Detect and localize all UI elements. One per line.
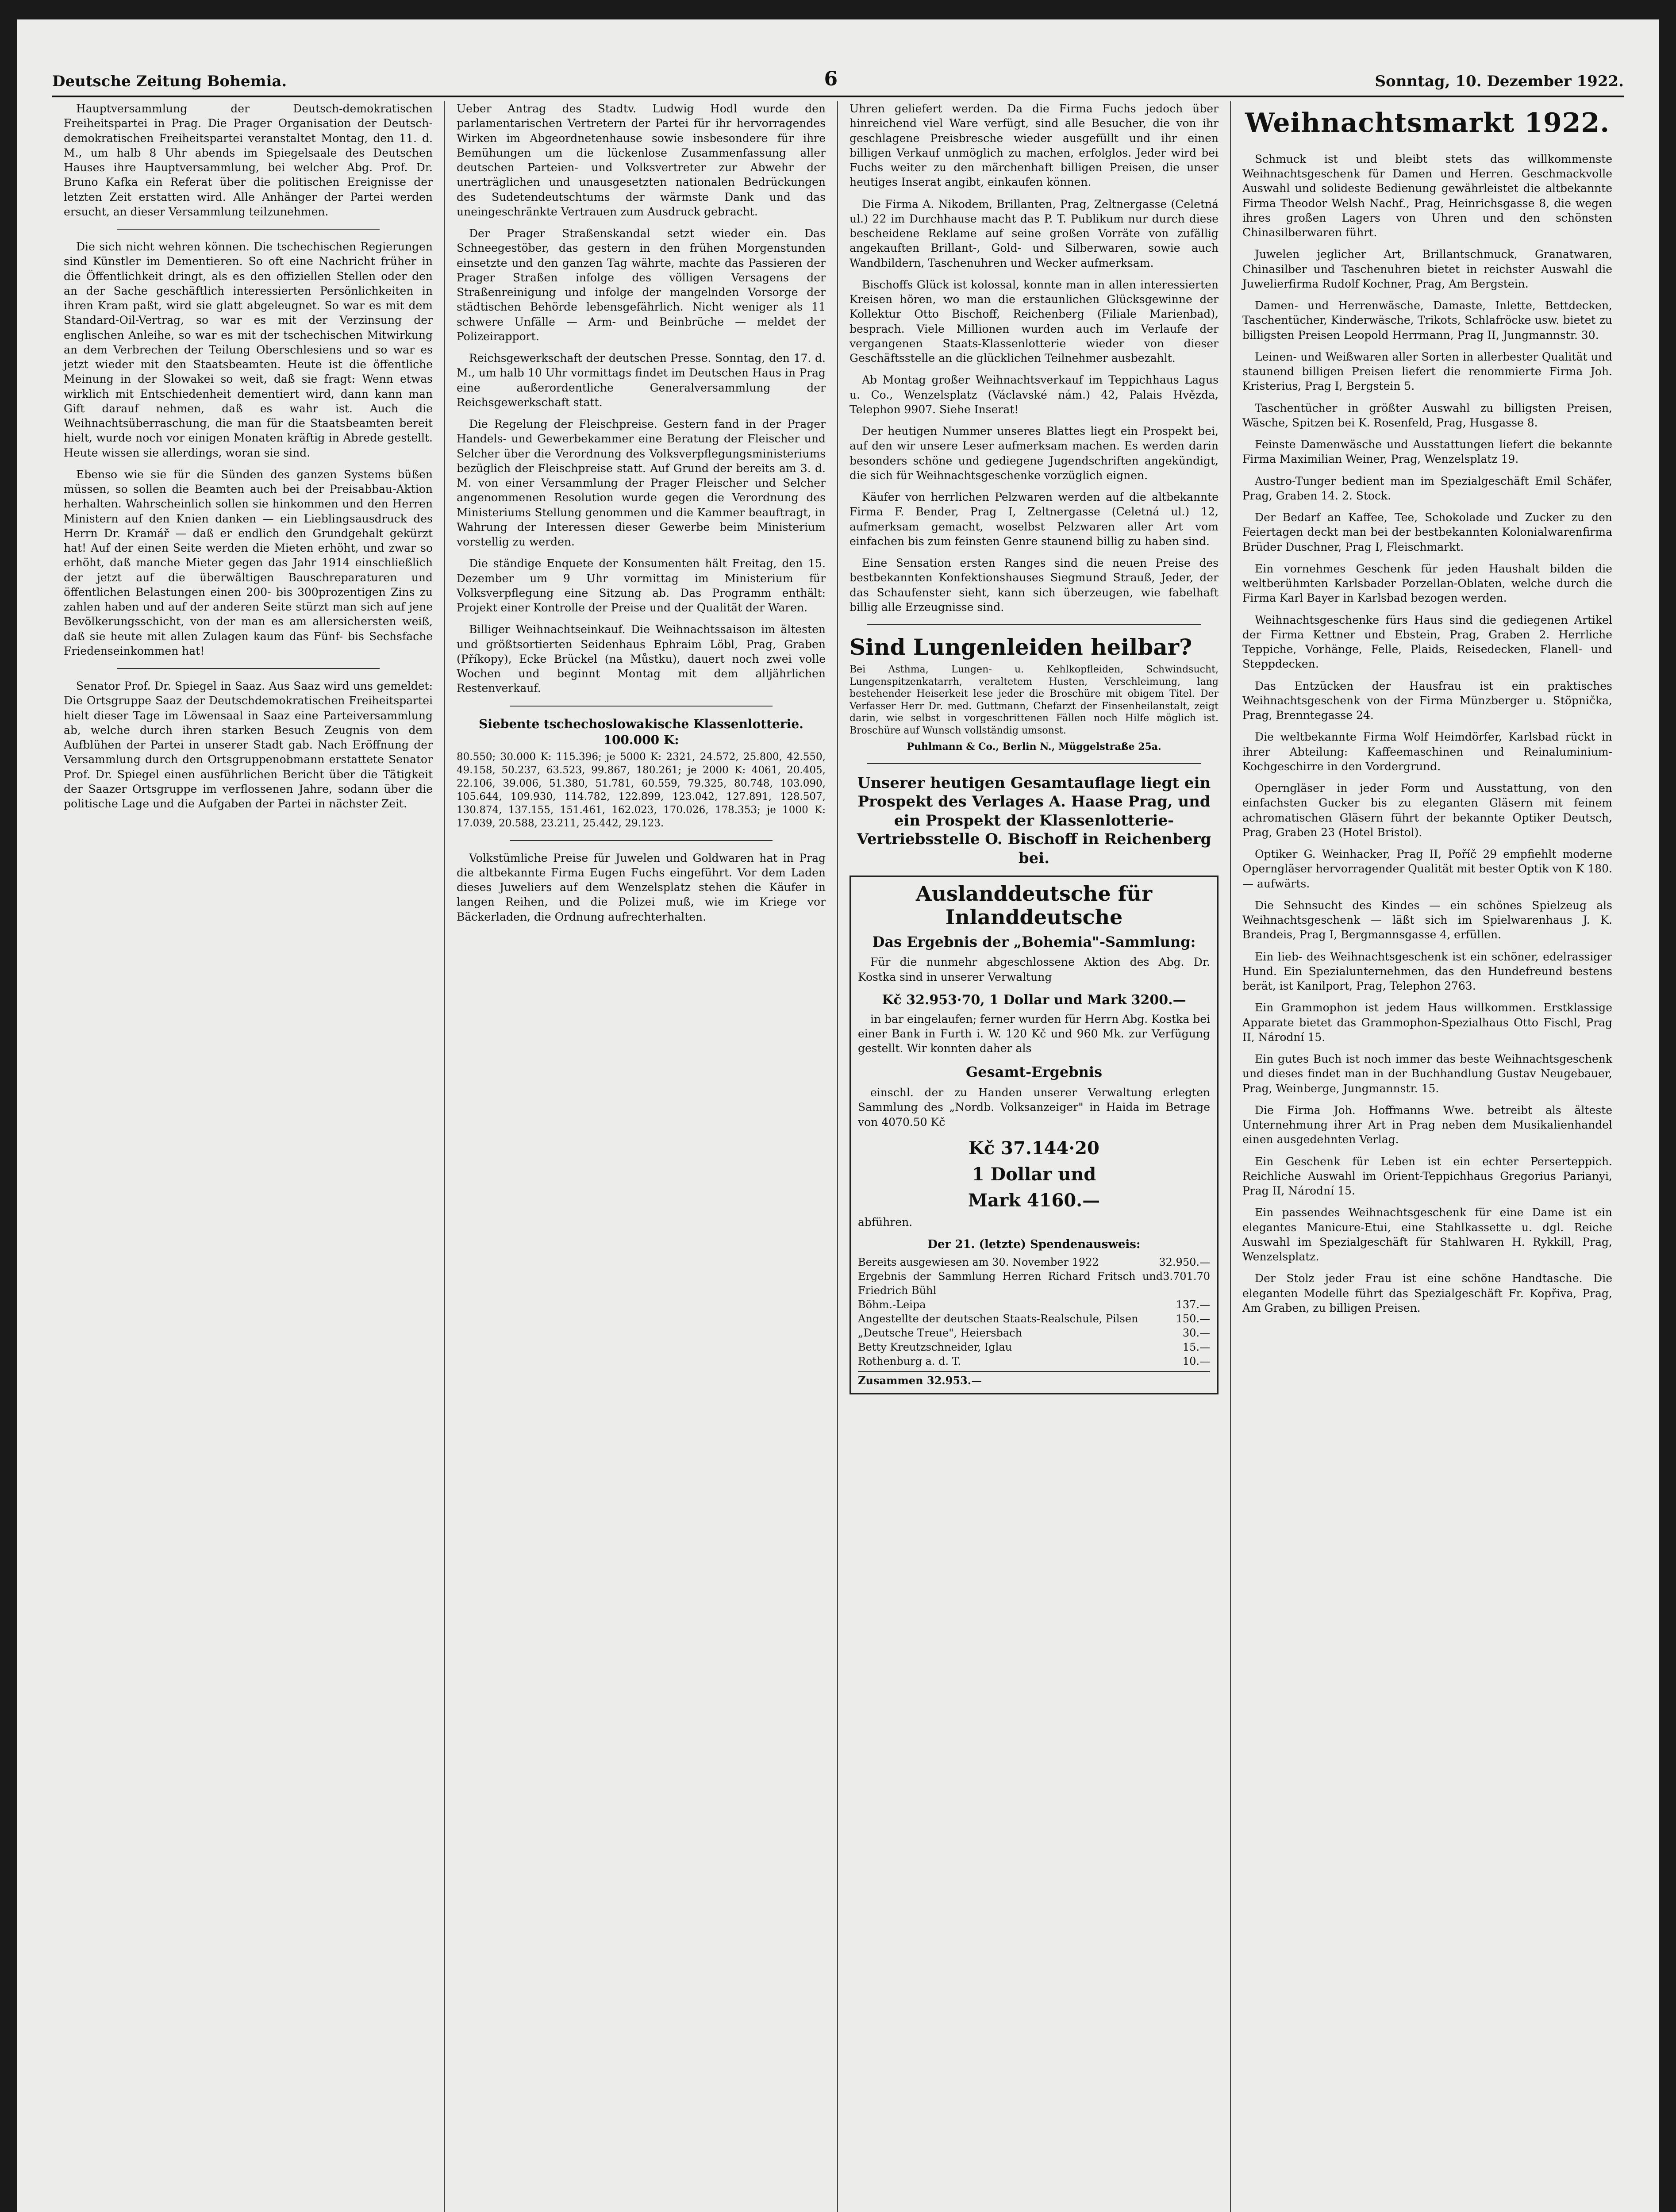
item-teppiche: Weihnachtsgeschenke fürs Haus sind die gediegenen Artikel der Firma Kettner und Ebstein, Prag, Graben 2. Herrliche Teppiche, Vorhänge, Felle, Plaids, Reisedecken, Flanell- und Steppdecken. [1242, 613, 1612, 671]
article-nikodem: Die Firma A. Nikodem, Brillanten, Prag, Zeltnergasse (Celetná ul.) 22 im Durchhause macht das P. T. Publikum nur durch diese bescheidene Reklame auf seine großen Vorräte von zufällig angekauften Brillant-, Gold- und Silberwaren, sowie auch Wandbildern, Taschenuhren und Wecker aufmerksam. [850, 197, 1219, 269]
masthead [52, 50, 1624, 97]
item-kochgeschirr: Die weltbekannte Firma Wolf Heimdörfer, Karlsbad rückt in ihrer Abteilung: Kaffeemaschinen und Reinaluminium-Kochgeschirre in den Vordergrund. [1242, 730, 1612, 773]
article-pelzwaren: Käufer von herrlichen Pelzwaren werden auf die altbekannte Firma F. Bender, Prag I, Zeltnergasse (Celetná ul.) 12, aufmerksam gemacht, woselbst Pelzwaren aller Art vom einfachen bis zum feinsten Genre staunend billig zu haben sind. [850, 491, 1219, 548]
item-kaffee: Der Bedarf an Kaffee, Tee, Schokolade und Zucker zu den Feiertagen deckt man bei der bestbekannten Kolonialwarenfirma Brüder Duschner, Prag I, Fleischmarkt. [1242, 511, 1612, 553]
total-dollar: 1 Dollar und [972, 1164, 1096, 1185]
item-manicure: Ein passendes Weihnachtsgeschenk für eine Dame ist ein elegantes Manicure-Etui, eine Stahlkassette u. dgl. Reiche Auswahl im Spezialgeschäft für Stahlwaren H. Rykkill, Prag, Wenzelsplatz. [1242, 1206, 1612, 1263]
ledger-row: Betty Kreutzschneider, Iglau 15.— [858, 1340, 1210, 1353]
item-handtasche: Der Stolz jeder Frau ist eine schöne Handtasche. Die eleganten Modelle führt das Spezialgeschäft Fr. Kopřiva, Prag, Am Graben, zu billigen Preisen. [1242, 1272, 1612, 1314]
item-hund: Ein lieb- des Weihnachtsgeschenk ist ein schöner, edelrassiger Hund. Ein Spezialunternehmen, das den Hundefreund bestens berät, ist Kanilport, Prag, Telephon 2763. [1242, 950, 1612, 993]
ledger-row: Rothenburg a. d. T. 10.— [858, 1355, 1210, 1367]
item-schmuck: Schmuck ist und bleibt stets das willkommenste Weihnachtsgeschenk für Damen und Herren. Geschmackvolle Auswahl und solideste Bedienung gewährleistet die altbekannte Firma Theodor Welsh Nachf., Prag, Heinrichsgasse 8, die wegen ihres großen Lagers von Uhren und den schönsten Chinasilberwaren führt. [1242, 152, 1612, 239]
article-staatsbeamte: Die sich nicht wehren können. Die tschechischen Regierungen sind Künstler im Dementieren. So oft eine Nachricht früher in die Öffentlichkeit dringt, als es den offiziellen Stellen oder den an der Sache geschäftlich interessierten Persönlichkeiten in ihren Kram paßt, wird sie glatt abgeleugnet. So war es mit dem Standard-Oil-Vertrag, so war es mit der Verzinsung der englischen Anleihe, so war es mit der tschechischen Mitwirkung an dem Verbrechen der Teilung Oberschlesiens und so war es jetzt wieder mit den Staatsbeamten. Heute ist die öffentliche Meinung in der Slowakei so weit, daß sie fragt: Wenn etwas wirklich mit Entschiedenheit dementiert wird, dann kann man Gift darauf nehmen, daß es wahr ist. Auch die Weihnachtsüberraschung, die man für die Staatsbeamten bereit hielt, wurde noch vor einigen Monaten kräftig in Abrede gestellt. Heute wissen sie allerdings, woran sie sind. [64, 240, 433, 459]
newspaper-page [17, 19, 1659, 2212]
item-austro-tunger: Austro-Tunger bedient man im Spezialgeschäft Emil Schäfer, Prag, Graben 14. 2. Stock. [1242, 474, 1612, 502]
divider [117, 229, 380, 230]
ledger-title: Der 21. (letzte) Spendenausweis: [927, 1237, 1141, 1251]
article-lagus: Ab Montag großer Weihnachtsverkauf im Teppichhaus Lagus u. Co., Wenzelsplatz (Václavské nám.) 42, Palais Hvězda, Telephon 9907. Siehe Inserat! [850, 373, 1219, 416]
article-antrag: Ueber Antrag des Stadtv. Ludwig Hodl wurde den parlamentarischen Vertretern der Partei für ihr hervorragendes Wirken im Abgeordnetenhause sowie insbesondere für ihre Bemühungen um die lückenlose Zusammenfassung aller deutschen Parteien- und Volksvertreter zur Abwehr der unerträglichen und unausgesetzten nationalen Bedrückungen des Sudetendeutschtums der wärmste Dank und das uneingeschränkte Vertrauen zum Ausdruck gebracht. [457, 102, 826, 218]
ledger-row: Böhm.-Leipa 137.— [858, 1298, 1210, 1311]
section-title: Weihnachtsmarkt 1922. [1245, 108, 1610, 138]
item-opernglaeser: Operngläser in jeder Form und Ausstattung, von den einfachsten Gucker bis zu eleganten Gläsern mit feinem achromatischen Gläsern führt der bekannte Optiker Deutsch, Prag, Graben 23 (Hotel Bristol). [1242, 782, 1612, 839]
article-spiegel-saaz: Senator Prof. Dr. Spiegel in Saaz. Aus Saaz wird uns gemeldet: Die Ortsgruppe Saaz der Deutschdemokratischen Freiheitspartei hielt dieser Tage im Löwensaal in Saaz eine Parteiversammlung ab, welche durch ihren starken Besuch Zeugnis von dem Aufblühen der Partei in unserer Stadt gab. Nach Eröffnung der Versammlung durch den Ortsgruppenobmann erstattete Senator Prof. Dr. Spiegel einen ausführlichen Bericht über die Tätigkeit der Saazer Ortsgruppe im verflossenen Jahre, sodann über die politische Lage und die Aufgaben der Partei in nächster Zeit. [64, 680, 433, 810]
total-kc: Kč 37.144·20 [969, 1137, 1099, 1159]
collection-text-3: einschl. der zu Handen unserer Verwaltung erlegten Sammlung des „Nordb. Volksanzeiger" in Haida im Betrage von 4070.50 Kč [858, 1086, 1210, 1129]
lottery-results [457, 716, 826, 830]
item-leinen: Leinen- und Weißwaren aller Sorten in allerbester Qualität und staunend billigen Preisen liefert die renommierte Firma Joh. Kristerius, Prag I, Bergstein 5. [1242, 350, 1612, 393]
collection-text: Für die nunmehr abgeschlossene Aktion des Abg. Dr. Kostka sind in unserer Verwaltung [858, 956, 1210, 983]
article-columns [52, 101, 1624, 2212]
item-spielzeug: Die Sehnsucht des Kindes — ein schönes Spielzeug als Weihnachtsgeschenk — läßt sich im Spielwarenhaus J. K. Brandeis, Prag I, Bergmannsgasse 4, erfüllen. [1242, 899, 1612, 941]
collection-subtitle: Das Ergebnis der „Bohemia"-Sammlung: [872, 933, 1196, 950]
item-waesche: Damen- und Herrenwäsche, Damaste, Inlette, Bettdecken, Taschentücher, Kinderwäsche, Trikots, Schlafröcke usw. bietet zu billigsten Preisen Leopold Herrmann, Prag II, Jungmannstr. 30. [1242, 299, 1612, 342]
article-fuchs: Uhren geliefert werden. Da die Firma Fuchs jedoch über hinreichend viel Ware verfügt, sind alle Besucher, die von ihr geschlagene Preisbresche wieder ausgefüllt und ihr einen billigen Verkauf unmöglich zu machen, erfolglos. Jeder wird bei Fuchs weiter zu den märchenhaft billigen Preisen, die unser heutiges Inserat angibt, einkaufen können. [850, 102, 1219, 189]
item-damenwaesche: Feinste Damenwäsche und Ausstattungen liefert die bekannte Firma Maximilian Weiner, Prag, Wenzelsplatz 19. [1242, 438, 1612, 466]
column-3 [838, 101, 1231, 2212]
column-2 [445, 101, 838, 2212]
article-juwelen: Volkstümliche Preise für Juwelen und Goldwaren hat in Prag die altbekannte Firma Eugen Fuchs eingeführt. Vor dem Laden dieses Juweliers auf dem Wenzelsplatz stehen die Käufer in langen Reihen, und die Polizei muß, wie im Kriege vor Bäckerladen, die Ordnung aufrechterhalten. [457, 851, 826, 923]
divider [867, 624, 1201, 625]
article-enquete: Die ständige Enquete der Konsumenten hält Freitag, den 15. Dezember um 9 Uhr vormittag im Ministerium für Volksverpflegung eine Sitzung ab. Das Programm enthält: Projekt einer Kontrolle der Preise und der Qualität der Waren. [457, 557, 826, 614]
collection-outro: abführen. [858, 1216, 913, 1229]
article-weihnachtseinkauf: Billiger Weihnachtseinkauf. Die Weihnachtssaison im ältesten und größtsortierten Seidenhaus Ephraim Löbl, Prag, Graben (Příkopy), Ecke Brückel (na Můstku), dauert noch zwei volle Wochen und beginnt Montag mit dem alljährlichen Restenverkauf. [457, 623, 826, 695]
donation-ledger [858, 1237, 1210, 1388]
article-strassenskandal: Der Prager Straßenskandal setzt wieder ein. Das Schneegestöber, das gestern in den frühen Morgenstunden einsetzte und den ganzen Tag währte, machte das Passieren der Prager Straßen infolge des völligen Versagens der Straßenreinigung und infolge der mangelnden Vorsorge der städtischen Behörde lebensgefährlich. Nicht weniger als 11 schwere Unfälle — Arm- und Beinbrüche — meldet der Polizeirapport. [457, 227, 826, 343]
article-staatsbeamte-cont: Ebenso wie sie für die Sünden des ganzen Systems büßen müssen, so sollen die Beamten auch bei der Preisabbau-Aktion herhalten. Wahrscheinlich sollen sie hinkommen und den Herren Ministern auf den Knien danken — ein Lieblingsausdruck des Herrn Dr. Kramář — daß er endlich den Grundgehalt gekürzt hat! Auf der einen Seite werden die Mieten erhöht, und zwar so erhöht, daß manche Mieter gegen das Jahr 1914 einschließlich der jetzt auf die überwältigen Bauschreparaturen und öffentlichen Belastungen einen 200- bis 300prozentigen Zins zu zahlen haben und auf der anderen Seite stürzt man sich auf jene Bevölkerungsschicht, von der man es am allersichersten weiß, daß sie heute mit allen Zulagen kaum das Fünf- bis Sechsfache Friedenseinkommen hat! [64, 468, 433, 657]
divider [510, 840, 773, 841]
ad-firm: Puhlmann & Co., Berlin N., Müggelstraße 25a. [907, 741, 1161, 753]
article-hauptversammlung: Hauptversammlung der Deutsch-demokratischen Freiheitspartei in Prag. Die Prager Organisation der Deutsch-demokratischen Freiheitspartei veranstaltet Montag, den 11. d. M., um halb 8 Uhr abends im Spiegelsaale des Deutschen Hauses ihre Hauptversammlung, bei welcher Abg. Prof. Dr. Bruno Kafka ein Referat über die politischen Ereignisse der letzten Zeit erstatten wird. Alle Anhänger der Partei werden ersucht, an dieser Versammlung teilzunehmen. [64, 102, 433, 218]
collection-box [850, 876, 1219, 1394]
ad-headline: Sind Lungenleiden heilbar? [850, 634, 1192, 660]
divider [510, 706, 773, 707]
collection-amount: Kč 32.953·70, 1 Dollar und Mark 3200.— [882, 992, 1186, 1008]
column-1 [52, 101, 445, 2212]
article-bischoff: Bischoffs Glück ist kolossal, konnte man in allen interessierten Kreisen hören, wo man die erstaunlichen Glücksgewinne der Kollektur Otto Bischoff, Reichenberg (Filiale Marienbad), besprach. Viele Millionen wurden auch im Verlaufe der vergangenen Staats-Klassenlotterie wieder von dieser Geschäftsstelle an die glücklichen Teilnehmer ausbezahlt. [850, 278, 1219, 365]
article-reichsgewerkschaft: Reichsgewerkschaft der deutschen Presse. Sonntag, den 17. d. M., um halb 10 Uhr vormittags findet im Deutschen Haus in Prag eine außerordentliche Generalversammlung der Reichsgewerkschaft statt. [457, 352, 826, 409]
lottery-numbers: 80.550; 30.000 K: 115.396; je 5000 K: 2321, 24.572, 25.800, 42.550, 49.158, 50.237, 63.523, 99.867, 180.261; je 2000 K: 4061, 20.405, 22.106, 39.006, 51.380, 51.781, 60.559, 79.325, 80.748, 103.090, 105.644, 109.930, 114.782, 122.899, 123.042, 127.891, 128.507, 130.874, 137.155, 151.461, 162.023, 170.026, 178.353; je 1000 K: 17.039, 20.588, 23.211, 25.442, 29.123. [457, 751, 826, 829]
article-sensation: Eine Sensation ersten Ranges sind die neuen Preise des bestbekannten Konfektionshauses Siegmund Strauß, Jeder, der das Schaufenster sieht, kann sich überzeugen, wie fabelhaft billig alle Erzeugnisse sind. [850, 557, 1219, 614]
item-buch: Ein gutes Buch ist noch immer das beste Weihnachtsgeschenk und dieses findet man in der Buchhandlung Gustav Neugebauer, Prag, Weinberge, Jungmannstr. 15. [1242, 1052, 1612, 1095]
item-oblaten: Ein vornehmes Geschenk für jeden Haushalt bilden die weltberühmten Karlsbader Porzellan-Oblaten, welche durch die Firma Karl Bayer in Karlsbad bezogen werden. [1242, 562, 1612, 605]
ledger-row: „Deutsche Treue", Heiersbach 30.— [858, 1326, 1210, 1339]
article-prospekt: Der heutigen Nummer unseres Blattes liegt ein Prospekt bei, auf den wir unsere Leser aufmerksam machen. Es werden darin besonders schöne und gediegene Jugendschriften angekündigt, die sich für Weihnachtsgeschenke vorzüglich eignen. [850, 425, 1219, 482]
collection-result-label: Gesamt-Ergebnis [965, 1064, 1103, 1081]
divider [867, 763, 1201, 764]
ledger-row: Ergebnis der Sammlung Herren Richard Fritsch und Friedrich Bühl 3.701.70 [858, 1270, 1210, 1297]
item-musikverlag: Die Firma Joh. Hoffmanns Wwe. betreibt als älteste Unternehmung ihrer Art in Prag neben dem Musikalienhandel einen ausgedehnten Verlag. [1242, 1103, 1612, 1146]
column-4 [1231, 101, 1624, 2212]
total-mark: Mark 4160.— [968, 1190, 1100, 1211]
item-taschentuecher: Taschentücher in größter Auswahl zu billigsten Preisen, Wäsche, Spitzen bei K. Rosenfeld, Prag, Husgasse 8. [1242, 401, 1612, 429]
ledger-total: Zusammen 32.953.— [858, 1371, 1210, 1388]
collection-text-2: in bar eingelaufen; ferner wurden für Herrn Abg. Kostka bei einer Bank in Furth i. W. 120 Kč und 960 Mk. zur Verfügung gestellt. Wir konnten daher als [858, 1012, 1210, 1055]
article-fleischpreise: Die Regelung der Fleischpreise. Gestern fand in der Prager Handels- und Gewerbekammer eine Beratung der Fleischer und Selcher über die Verordnung des Volksverpflegungsministeriums bezüglich der Fleischpreise statt. Auf Grund der bereits am 3. d. M. von einer Versammlung der Prager Fleischer und Selcher angenommenen Resolution wurde gegen die Verordnung des Ministeriums Stellung genommen und die Kammer beauftragt, in Wahrung der Interessen dieser Gewerbe beim Ministerium vorstellig zu werden. [457, 418, 826, 548]
page-number: 6 [824, 68, 838, 90]
supplement-notice: Unserer heutigen Gesamtauflage liegt ein Prospekt des Verlages A. Haase Prag, und ein Prospekt der Klassenlotterie-Vertriebsstelle O. Bischoff in Reichenberg bei. [857, 774, 1211, 867]
paper-name: Deutsche Zeitung Bohemia. [52, 73, 287, 90]
item-juwelen: Juwelen jeglicher Art, Brillantschmuck, Granatwaren, Chinasilber und Taschenuhren bietet in reichster Auswahl die Juwelierfirma Rudolf Kochner, Prag, Am Bergstein. [1242, 248, 1612, 290]
ad-text: Bei Asthma, Lungen- u. Kehlkopfleiden, Schwindsucht, Lungenspitzenkatarrh, veraltetem Husten, Verschleimung, lang bestehender Heiserkeit lese jeder die Broschüre mit obigem Titel. Der Verfasser Herr Dr. med. Guttmann, Chefarzt der Finsenheilanstalt, zeigt darin, wie selbst in vorgeschrittenen Fällen noch Hilfe möglich ist. Broschüre auf Wunsch vollständig umsonst. [850, 664, 1219, 736]
item-optiker: Optiker G. Weinhacker, Prag II, Poříč 29 empfiehlt moderne Operngläser hervorragender Qualität mit bester Optik von K 180.— aufwärts. [1242, 848, 1612, 890]
divider [117, 668, 380, 669]
item-grammophon: Ein Grammophon ist jedem Haus willkommen. Erstklassige Apparate bietet das Grammophon-Spezialhaus Otto Fischl, Prag II, Národní 15. [1242, 1001, 1612, 1044]
item-perserteppich: Ein Geschenk für Leben ist ein echter Perserteppich. Reichliche Auswahl im Orient-Teppichhaus Gregorius Parianyi, Prag II, Národní 15. [1242, 1155, 1612, 1198]
ledger-row: Angestellte der deutschen Staats-Realschule, Pilsen 150.— [858, 1312, 1210, 1325]
issue-date: Sonntag, 10. Dezember 1922. [1375, 73, 1624, 90]
lottery-title: Siebente tschechoslowakische Klassenlotterie. 100.000 K: [479, 716, 803, 747]
item-hausfrau: Das Entzücken der Hausfrau ist ein praktisches Weihnachtsgeschenk von der Firma Münzberger u. Stöpnička, Prag, Brenntegasse 24. [1242, 679, 1612, 722]
collection-title: Auslanddeutsche für Inlanddeutsche [915, 882, 1153, 929]
ledger-row: Bereits ausgewiesen am 30. November 1922 32.950.— [858, 1256, 1210, 1269]
